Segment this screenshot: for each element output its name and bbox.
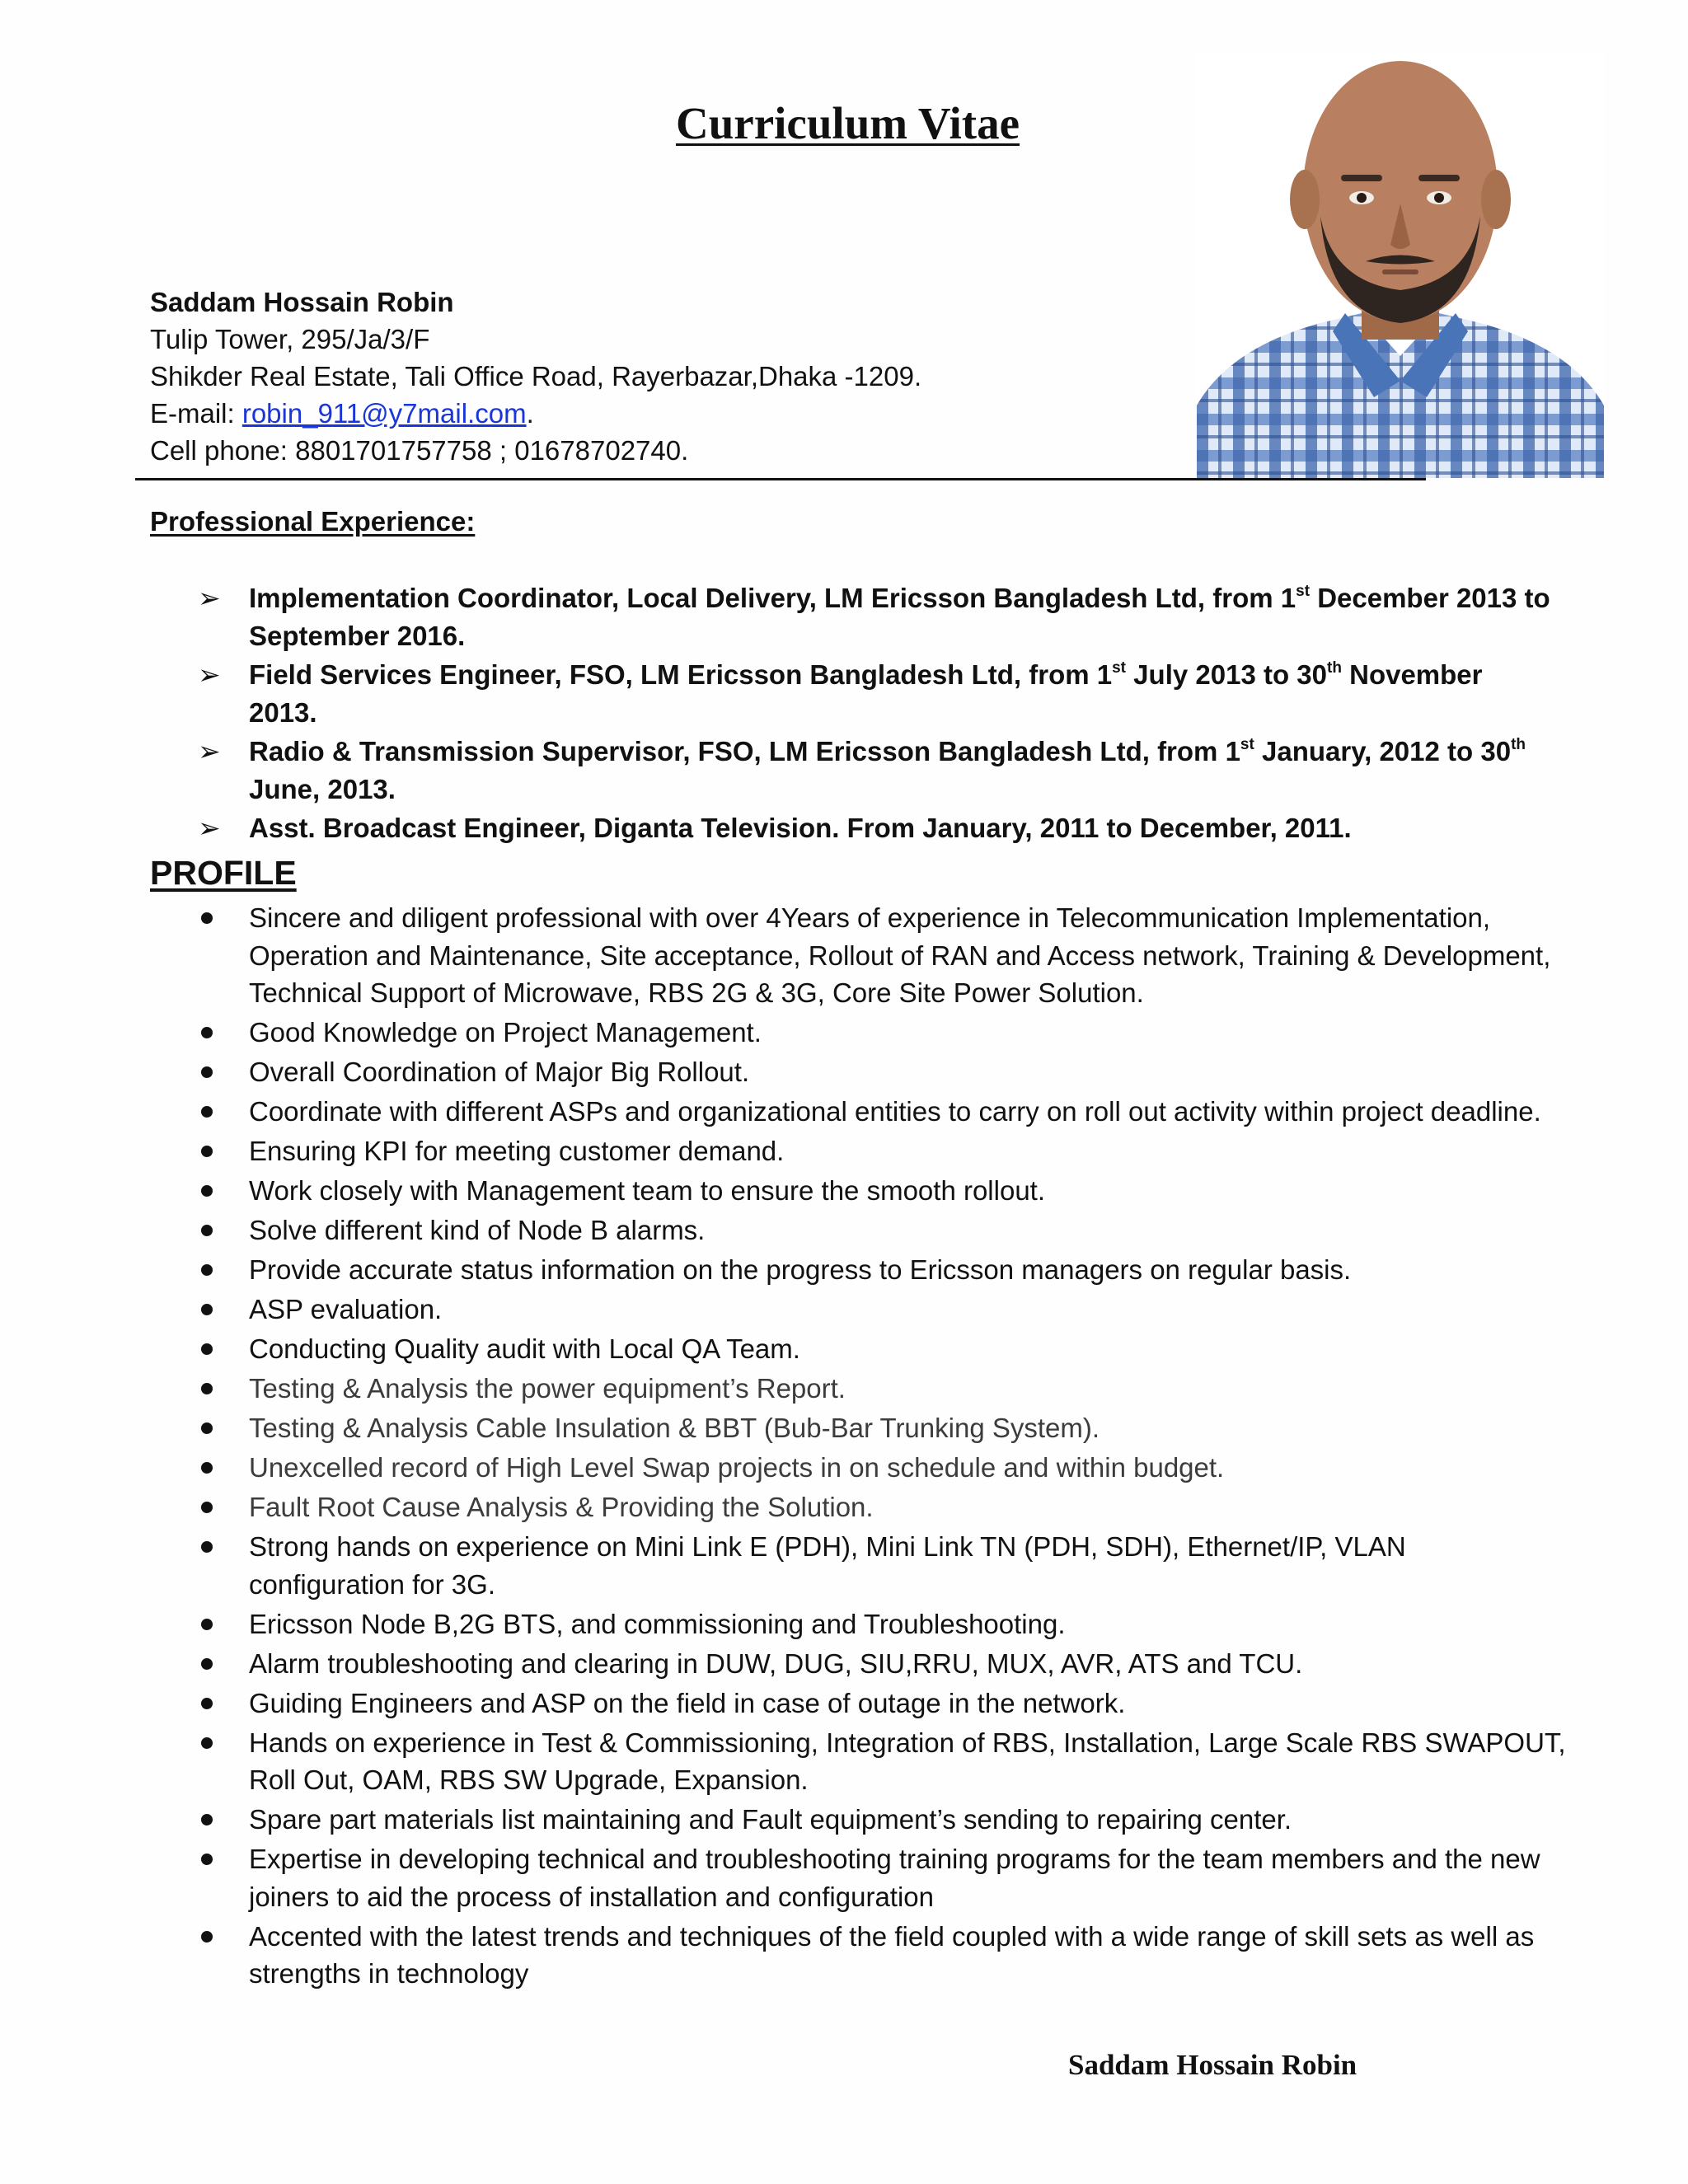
profile-item: [198, 1330, 1566, 1368]
bullet-dot-icon: [201, 1225, 213, 1236]
profile-item: [198, 1014, 1566, 1052]
arrow-bullet-icon: ➢: [198, 583, 221, 613]
bullet-dot-icon: [201, 1343, 213, 1355]
bullet-dot-icon: [201, 1264, 213, 1276]
profile-item: [198, 1840, 1566, 1915]
profile-item: [198, 1605, 1566, 1643]
bullet-dot-icon: [201, 1185, 213, 1197]
email-line: [150, 395, 921, 432]
profile-item: [198, 1093, 1566, 1131]
experience-item: [198, 809, 1558, 847]
experience-text: Radio & Transmission Supervisor, FSO, LM Ericsson Bangladesh Ltd, from 1: [249, 736, 1240, 766]
profile-item: [198, 1449, 1566, 1487]
bullet-dot-icon: [201, 1502, 213, 1513]
bullet-dot-icon: [201, 1931, 213, 1943]
profile-list: [198, 899, 1566, 1994]
profile-item: [198, 1488, 1566, 1526]
experience-text: January, 2012 to 30: [1254, 736, 1512, 766]
experience-text: November 2013.: [249, 659, 1483, 728]
bullet-dot-icon: [201, 1422, 213, 1434]
bullet-dot-icon: [201, 1027, 213, 1038]
profile-item-text: Ensuring KPI for meeting customer demand.: [249, 1136, 785, 1166]
bullet-dot-icon: [201, 1106, 213, 1118]
profile-item-text: Hands on experience in Test & Commissioning, Integration of RBS, Installation, Large Scale RBS SWAPOUT, Roll Out, OAM, RBS SW Upgrade, Expansion.: [249, 1727, 1566, 1795]
experience-text: June, 2013.: [249, 773, 396, 804]
applicant-name: Saddam Hossain Robin: [150, 287, 454, 317]
profile-item: [198, 1370, 1566, 1408]
profile-item: [198, 1172, 1566, 1210]
profile-item: [198, 1724, 1566, 1799]
profile-item-text: Solve different kind of Node B alarms.: [249, 1215, 706, 1245]
experience-text: July 2013 to 30: [1126, 659, 1327, 690]
profile-item-text: Conducting Quality audit with Local QA Team.: [249, 1333, 800, 1364]
ordinal-suffix: st: [1112, 659, 1127, 677]
profile-item: [198, 1291, 1566, 1329]
profile-item-text: Work closely with Management team to ensure the smooth rollout.: [249, 1175, 1046, 1206]
bullet-dot-icon: [201, 1462, 213, 1474]
experience-list: [198, 579, 1558, 849]
bullet-dot-icon: [201, 1541, 213, 1553]
profile-item-text: Expertise in developing technical and troubleshooting training programs for the team members and the new joiners to aid the process of installation and configuration: [249, 1844, 1540, 1912]
profile-photo: [1197, 51, 1604, 478]
arrow-bullet-icon: ➢: [198, 736, 221, 766]
profile-item: [198, 1685, 1566, 1722]
ordinal-suffix: st: [1296, 583, 1311, 600]
experience-item: [198, 733, 1558, 808]
profile-item: [198, 1132, 1566, 1170]
profile-item: [198, 1212, 1566, 1249]
profile-item: [198, 899, 1566, 1012]
experience-text: Field Services Engineer, FSO, LM Ericsson Bangladesh Ltd, from 1: [249, 659, 1113, 690]
profile-item: [198, 1918, 1566, 1993]
bullet-dot-icon: [201, 912, 213, 924]
profile-item: [198, 1528, 1566, 1603]
bullet-dot-icon: [201, 1698, 213, 1709]
phone-number: 8801701757758 ; 01678702740.: [295, 435, 689, 466]
bullet-dot-icon: [201, 1619, 213, 1630]
email-suffix: .: [526, 398, 534, 429]
profile-item: [198, 1251, 1566, 1289]
bullet-dot-icon: [201, 1304, 213, 1315]
profile-item-text: Good Knowledge on Project Management.: [249, 1017, 762, 1047]
profile-item: [198, 1409, 1566, 1447]
ordinal-suffix: th: [1327, 659, 1342, 677]
address-line-1: Tulip Tower, 295/Ja/3/F: [150, 324, 430, 354]
bullet-dot-icon: [201, 1854, 213, 1865]
bullet-dot-icon: [201, 1146, 213, 1157]
profile-item-text: Testing & Analysis Cable Insulation & BBT (Bub-Bar Trunking System).: [249, 1413, 1100, 1443]
profile-item-text: ASP evaluation.: [249, 1294, 443, 1324]
bullet-dot-icon: [201, 1737, 213, 1749]
profile-item-text: Coordinate with different ASPs and organizational entities to carry on roll out activity within project deadline.: [249, 1096, 1541, 1127]
profile-item-text: Spare part materials list maintaining and Fault equipment’s sending to repairing center.: [249, 1804, 1292, 1835]
arrow-bullet-icon: ➢: [198, 813, 221, 843]
profile-item-text: Guiding Engineers and ASP on the field in case of outage in the network.: [249, 1687, 1126, 1718]
profile-item: [198, 1645, 1566, 1683]
profile-item-text: Strong hands on experience on Mini Link E (PDH), Mini Link TN (PDH, SDH), Ethernet/IP, VLAN configuration for 3G.: [249, 1531, 1406, 1600]
profile-item-text: Unexcelled record of High Level Swap projects in on schedule and within budget.: [249, 1452, 1225, 1483]
document-title: Curriculum Vitae: [676, 98, 1020, 148]
bullet-dot-icon: [201, 1658, 213, 1670]
profile-item-text: Fault Root Cause Analysis & Providing the Solution.: [249, 1492, 874, 1522]
profile-item-text: Ericsson Node B,2G BTS, and commissioning and Troubleshooting.: [249, 1608, 1066, 1639]
experience-text: Asst. Broadcast Engineer, Diganta Television. From January, 2011 to December, 2011.: [249, 813, 1352, 843]
experience-heading: Professional Experience:: [150, 506, 476, 537]
experience-text: December 2013 to September 2016.: [249, 583, 1550, 651]
profile-item-text: Provide accurate status information on the progress to Ericsson managers on regular basis.: [249, 1254, 1352, 1285]
email-label: E-mail:: [150, 398, 242, 429]
bullet-dot-icon: [201, 1066, 213, 1078]
experience-item: [198, 656, 1558, 731]
ordinal-suffix: th: [1511, 736, 1526, 753]
phone-label: Cell phone:: [150, 435, 296, 466]
phone-line: [150, 432, 921, 469]
contact-block: [150, 284, 921, 469]
profile-item: [198, 1053, 1566, 1091]
profile-item-text: Alarm troubleshooting and clearing in DUW, DUG, SIU,RRU, MUX, AVR, ATS and TCU.: [249, 1647, 1303, 1679]
profile-item: [198, 1801, 1566, 1839]
profile-item-text: Testing & Analysis the power equipment’s Report.: [249, 1373, 846, 1404]
email-link[interactable]: robin_911@y7mail.com: [241, 398, 527, 429]
profile-item-text: Accented with the latest trends and techniques of the field coupled with a wide range of skill sets as well as strengths in technology: [249, 1920, 1535, 1989]
profile-item-text: Overall Coordination of Major Big Rollout.: [249, 1057, 750, 1087]
experience-text: Implementation Coordinator, Local Delivery, LM Ericsson Bangladesh Ltd, from 1: [249, 583, 1296, 613]
header-divider: [135, 478, 1426, 480]
address-line-2: Shikder Real Estate, Tali Office Road, Rayerbazar,Dhaka -1209.: [150, 361, 922, 391]
signature-name: Saddam Hossain Robin: [1068, 2049, 1357, 2081]
profile-heading: PROFILE: [150, 854, 297, 892]
bullet-dot-icon: [201, 1814, 213, 1825]
arrow-bullet-icon: ➢: [198, 659, 221, 690]
ordinal-suffix: st: [1240, 736, 1254, 753]
profile-item-text: Sincere and diligent professional with over 4Years of experience in Telecommunication Implementation, Operation and Maintenance, Site acceptance, Rollout of RAN and Access network, Training & Development, Technical Support of Microwave, RBS 2G & 3G, Core Site Power Solution.: [249, 902, 1551, 1008]
bullet-dot-icon: [201, 1383, 213, 1394]
experience-item: [198, 579, 1558, 654]
